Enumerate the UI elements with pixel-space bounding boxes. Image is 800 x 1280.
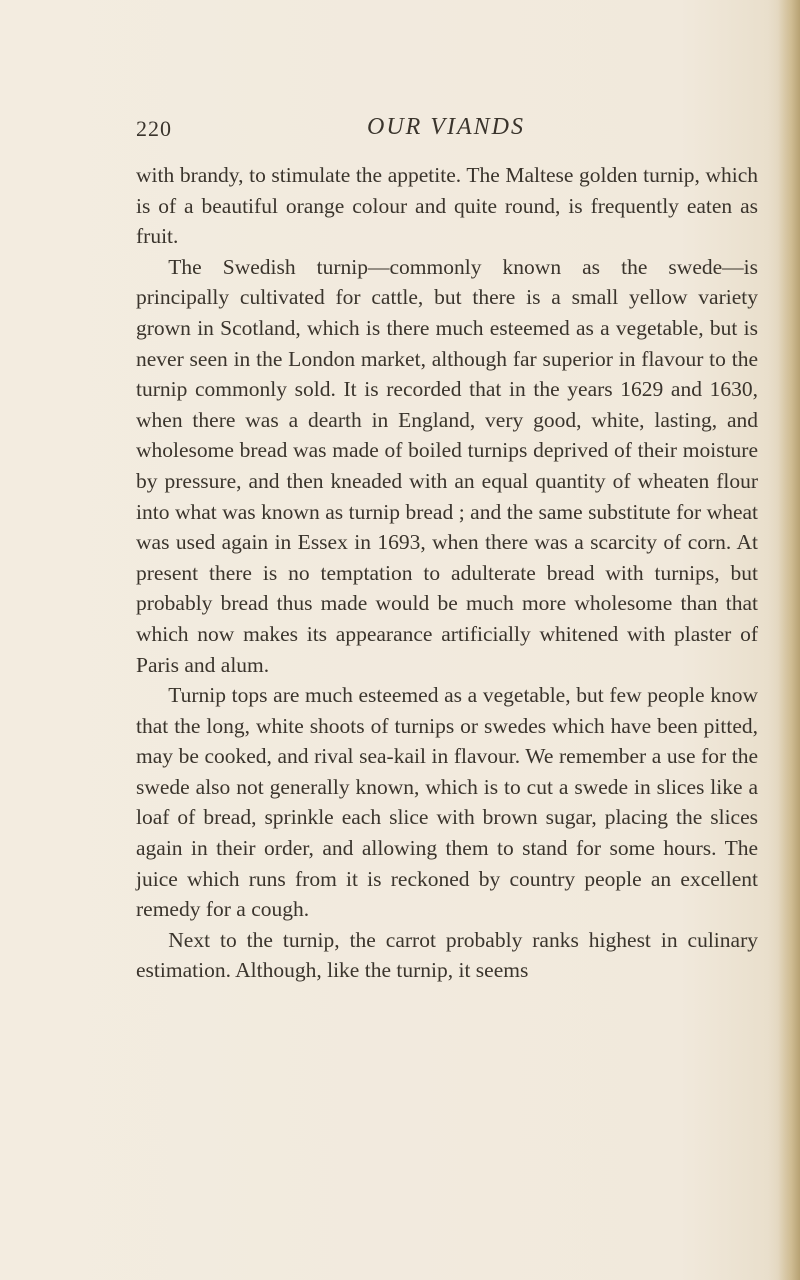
paragraph-turnip-tops: Turnip tops are much esteemed as a vegetable, but few people know that the long, white shoots of turnips or swedes which have been pitted, may be cooked, and rival sea-kail in flavour. We remember a use for the swede also not generally known, which is to cut a swede in slices like a loaf of bread, sprinkle each slice with brown sugar, placing the slices again in their order, and allowing them to stand for some hours. The juice which runs from it is reckoned by country people an excellent remedy for a cough. xyxy=(136,683,758,922)
running-title: OUR VIANDS xyxy=(367,114,525,140)
paragraph-continued: with brandy, to stimulate the appetite. The Maltese golden turnip, which is of a beautiful orange colour and quite round, is frequently eaten as fruit. xyxy=(136,163,758,249)
page-number: 220 xyxy=(136,116,172,141)
paragraph-swedish-turnip: The Swedish turnip—commonly known as the swede—is principally cultivated for cattle, but there is a small yellow variety grown in Scotland, which is there much esteemed as a vegetable, but is never seen in the London market, although far superior in flavour to the turnip commonly sold. It is recorded that in the years 1629 and 1630, when there was a dearth in England, very good, white, lasting, and wholesome bread was made of boiled turnips deprived of their moisture by pressure, and then kneaded with an equal quantity of wheaten flour into what was known as turnip bread ; and the same substitute for wheat was used again in Essex in 1693, when there was a scarcity of corn. At present there is no temptation to adulterate bread with turnips, but probably bread thus made would be much more wholesome than that which now makes its appearance artificially whitened with plaster of Paris and alum. xyxy=(136,254,758,677)
page-header xyxy=(136,112,756,148)
paragraph-carrot: Next to the turnip, the carrot probably ranks highest in culinary estimation. Although, like the turnip, it seems xyxy=(136,927,758,983)
page-edge-shadow xyxy=(778,0,800,1280)
body-text xyxy=(136,160,758,986)
